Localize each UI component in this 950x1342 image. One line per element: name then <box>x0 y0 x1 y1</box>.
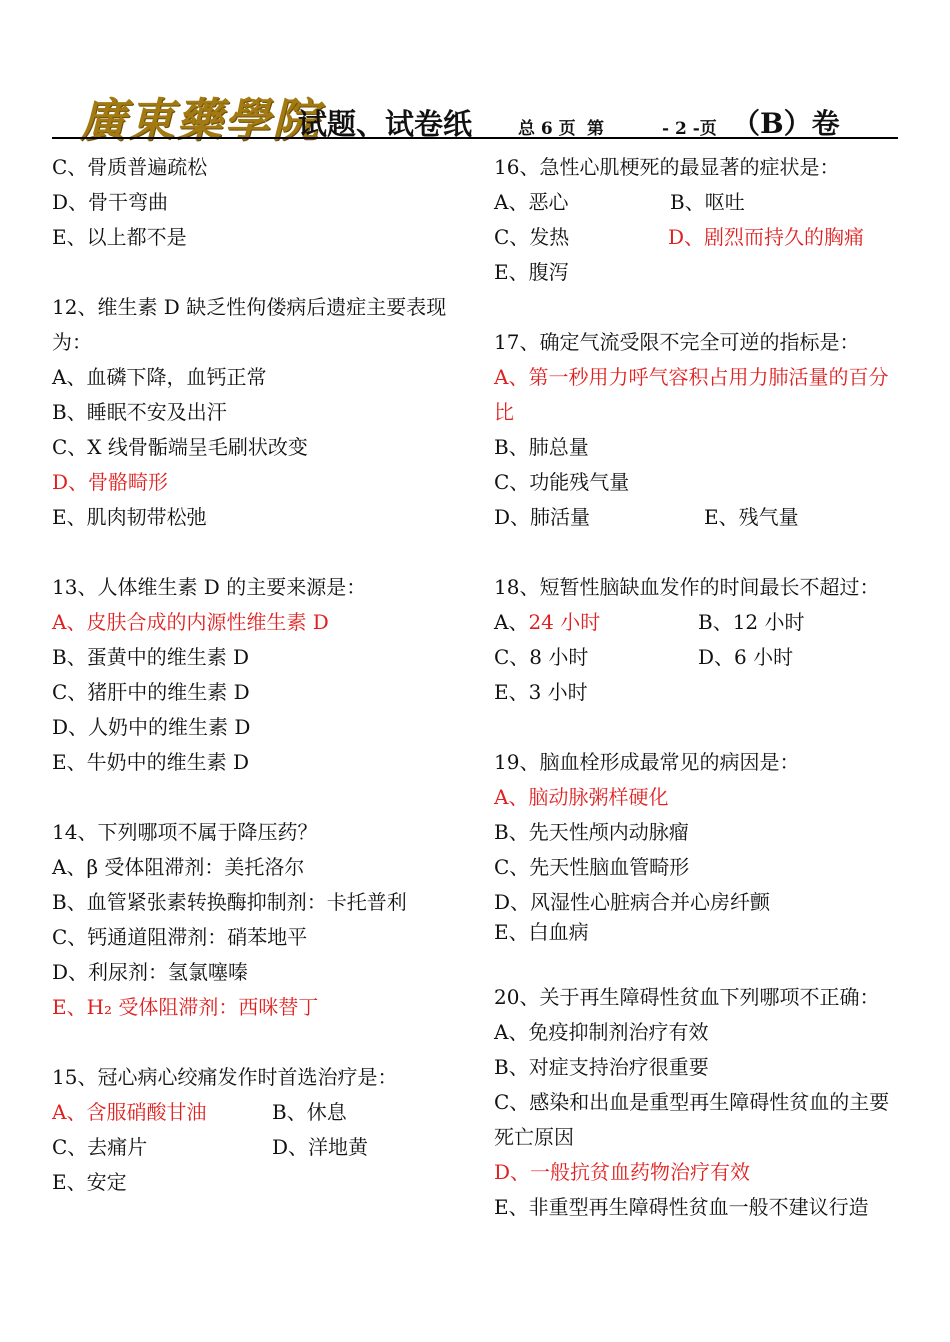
q20-option-b: B、对症支持治疗很重要 <box>494 1055 709 1079</box>
total-pages: 总 6 页 <box>518 119 576 139</box>
q16-answer-option-d: D、剧烈而持久的胸痛 <box>668 225 865 249</box>
q15-row-1 <box>52 1095 452 1130</box>
q16-option-c: C、发热 <box>494 225 570 249</box>
q20-option-c: C、感染和出血是重型再生障碍性贫血的主要死亡原因 <box>494 1090 890 1149</box>
q13-option-c: C、猪肝中的维生素 D <box>52 680 250 704</box>
q11-option-e: E、以上都不是 <box>52 225 187 249</box>
q16-option-a: A、恶心 <box>494 190 569 214</box>
q15-row-2 <box>52 1130 452 1165</box>
q13-option-e: E、牛奶中的维生素 D <box>52 750 249 774</box>
q17-stem: 17、确定气流受限不完全可逆的指标是： <box>494 330 860 354</box>
q16-option-e: E、腹泻 <box>494 260 569 284</box>
q12-option-b: B、睡眠不安及出汗 <box>52 400 227 424</box>
q14-option-a: A、β 受体阻滞剂：美托洛尔 <box>52 855 305 879</box>
page-header <box>52 82 898 147</box>
q17-option-e: E、残气量 <box>704 505 799 529</box>
right-column <box>494 150 899 1225</box>
q16-row-2 <box>494 220 899 255</box>
page-title: 试题、试卷纸 <box>298 107 473 141</box>
q18-row-2 <box>494 640 899 675</box>
page-label: 第 <box>587 119 604 139</box>
q15-option-c: C、去痛片 <box>52 1135 148 1159</box>
q18-answer-option-a: 24 小时 <box>528 610 601 634</box>
q18-stem: 18、短暂性脑缺血发作的时间最长不超过： <box>494 575 880 599</box>
q18-option-d: D、6 小时 <box>698 645 794 669</box>
left-column <box>52 150 452 1200</box>
q17-option-c: C、功能残气量 <box>494 470 630 494</box>
q19-answer-option-a: A、脑动脉粥样硬化 <box>494 785 669 809</box>
q11-option-c: C、骨质普遍疏松 <box>52 155 208 179</box>
q17-answer-option-a: A、第一秒用力呼气容积占用力肺活量的百分比 <box>494 365 889 424</box>
q18-option-a-prefix: A、 <box>494 610 529 634</box>
q16-row-1 <box>494 185 899 220</box>
q13-option-d: D、人奶中的维生素 D <box>52 715 251 739</box>
q13-option-b: B、蛋黄中的维生素 D <box>52 645 250 669</box>
q16-stem: 16、急性心肌梗死的最显著的症状是： <box>494 155 840 179</box>
q15-option-d: D、洋地黄 <box>272 1135 369 1159</box>
q17-option-d: D、肺活量 <box>494 505 591 529</box>
q19-option-d: D、风湿性心脏病合并心房纤颤 <box>494 890 771 914</box>
q18-option-c: C、8 小时 <box>494 645 589 669</box>
q16-option-b: B、呕吐 <box>670 190 745 214</box>
q14-option-d: D、利尿剂：氢氯噻嗪 <box>52 960 249 984</box>
q15-answer-option-a: A、含服硝酸甘油 <box>52 1100 207 1124</box>
q20-option-e: E、非重型再生障碍性贫血一般不建议行造 <box>494 1195 869 1219</box>
q15-stem: 15、冠心病心绞痛发作时首选治疗是： <box>52 1065 398 1089</box>
q12-option-a: A、血磷下降，血钙正常 <box>52 365 267 389</box>
q14-option-b: B、血管紧张素转换酶抑制剂：卡托普利 <box>52 890 407 914</box>
q19-option-e: E、白血病 <box>494 920 589 944</box>
q18-option-b: B、12 小时 <box>698 610 805 634</box>
q13-stem: 13、人体维生素 D 的主要来源是： <box>52 575 367 599</box>
q12-option-c: C、X 线骨骺端呈毛刷状改变 <box>52 435 308 459</box>
q18-row-1 <box>494 605 899 640</box>
q18-option-e: E、3 小时 <box>494 680 588 704</box>
q17-row-de <box>494 500 899 535</box>
q15-option-b: B、休息 <box>272 1100 347 1124</box>
exam-volume: （B）卷 <box>732 107 840 140</box>
q12-stem: 12、维生素 D 缺乏性佝偻病后遗症主要表现为： <box>52 295 447 354</box>
q19-option-b: B、先天性颅内动脉瘤 <box>494 820 689 844</box>
q13-answer-option-a: A、皮肤合成的内源性维生素 D <box>52 610 329 634</box>
page-number: - 2 -页 <box>662 119 717 139</box>
q15-option-e: E、安定 <box>52 1170 127 1194</box>
q14-answer-option-e: E、H₂ 受体阻滞剂：西咪替丁 <box>52 995 319 1019</box>
q19-option-c: C、先天性脑血管畸形 <box>494 855 690 879</box>
q12-option-e: E、肌肉韧带松弛 <box>52 505 207 529</box>
q17-option-b: B、肺总量 <box>494 435 589 459</box>
q20-answer-option-d: D、一般抗贫血药物治疗有效 <box>494 1160 751 1184</box>
q20-option-a: A、免疫抑制剂治疗有效 <box>494 1020 709 1044</box>
q12-answer-option-d: D、骨骼畸形 <box>52 470 169 494</box>
school-logo: 廣東藥學院 <box>80 93 320 147</box>
q11-option-d: D、骨干弯曲 <box>52 190 169 214</box>
q19-stem: 19、脑血栓形成最常见的病因是： <box>494 750 800 774</box>
q20-stem: 20、关于再生障碍性贫血下列哪项不正确： <box>494 985 880 1009</box>
q14-option-c: C、钙通道阻滞剂：硝苯地平 <box>52 925 308 949</box>
header-divider <box>52 137 898 139</box>
q14-stem: 14、下列哪项不属于降压药？ <box>52 820 318 844</box>
